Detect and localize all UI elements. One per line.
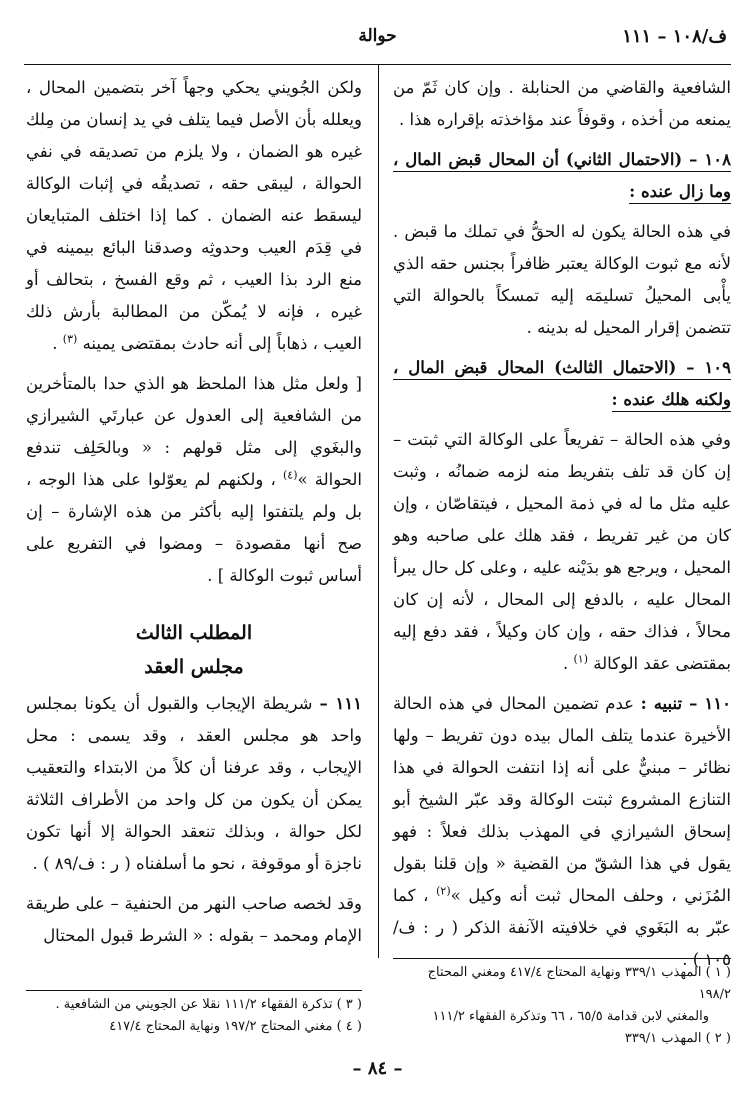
section-reference: ف/١٠٨ – ١١١: [622, 26, 727, 47]
running-title: حوالة: [358, 26, 397, 46]
paragraph-text: ولكن الجُويني يحكي وجهاً آخر بتضمين المحال ، ويعلله بأن الأصل فيما يتلف في يد إنسان من مِلك غيره هو الضمان ، ولا يلزم من تصديقه في نفي الحوالة ، ليبقى حقه ، تصديقُه في إثبات الوكالة ليسقط عنه الضمان . كما إذا اختلف المتبايعان في قِدَم العيب وحدوثِه وصدقنا البائع بيمينه في منع الرد بذا العيب ، ثم وقع الفسخ ، بتحالف أو غيره ، فإنه لا يُمكّن من المطالبة بأرش ذلك العيب ، ذهاباً إلى أنه حادث بمقتضى يمينه: [26, 78, 362, 353]
paragraph: في هذه الحالة يكون له الحقُّ في تملك ما قبض . لأنه مع ثبوت الوكالة يعتبر ظافراً بجنس حقه الذي يأْبى المحيلُ تسليمَه إليه تمسكاً بالحوالة التي تتضمن إقرار المحيل له بدينه .: [393, 222, 731, 337]
paragraph: الشافعية والقاضي من الحنابلة . وإن كان ثَمّ من يمنعه من أخذه ، وقوفاً عند مؤاخذته بإقراره هذا .: [393, 78, 731, 129]
paragraph-111: [26, 688, 362, 880]
left-column: [26, 72, 362, 960]
section-title-line-2: مجلس العقد: [144, 656, 244, 678]
column-divider: [378, 64, 379, 958]
right-column: [393, 72, 731, 984]
footnote-ref: (٢): [436, 884, 451, 898]
paragraph-text: ، ولكنهم لم يعوّلوا على هذا الوجه ، بل ولم يلتفتوا إليه بأكثر من هذه الإشارة – إن صح أنها مقصودة – ومضوا في التفريع على أساس ثبوت الوكالة ] .: [26, 470, 362, 585]
paragraph: وقد لخصه صاحب النهر من الحنفية – على طريقة الإمام ومحمد – بقوله : « الشرط قبول المحتال: [26, 894, 362, 945]
paragraph-text: ، كما عبّر به البَغَوي في خلافيته الآنفة الذكر ( ر : ف/١٠٥ ) .: [393, 886, 731, 969]
section-title-line-1: المطلب الثالث: [135, 622, 253, 644]
heading-111: ١١١ –: [319, 694, 362, 713]
paragraph-text: [ ولعل مثل هذا الملحظ هو الذي حدا بالمتأخرين من الشافعية إلى العدول عن عبارتَي الشيرازي والبغَوي إلى مثل قولهم : « وبالحَلِف تندفع الحوالة »: [26, 374, 362, 489]
heading-108: ١٠٨ – (الاحتمال الثاني) أن المحال قبض المال ، وما زال عنده :: [393, 150, 731, 204]
footnote-ref: (٤): [282, 468, 298, 482]
footnote-ref: (١): [573, 652, 588, 666]
footnote-rule: [393, 958, 731, 959]
footnotes-right: [393, 962, 731, 1050]
paragraph-109: وفي هذه الحالة – تفريعاً على الوكالة التي ثبتت – إن كان قد تلف بتفريط منه لزمه ضمانُه ، وثبت عليه مثل ما له في ذمة المحيل ، فيتقاصّان ، وإن كان من غير تفريط ، فقد هلك على صاحبه وهو المحيل ، ويرجع هو بدَيْنه عليه ، وعلى كل حال يبرأ المحال عليه ، بالدفع إلى المحال ، لأنه إن كان محالاً ، فذاك حقه ، وإن كان وكيلاً ، فقد دفع إليه بمقتضى عقد الوكالة $^{(١)}$ .: [393, 430, 731, 673]
footnote: ( ٢ ) المهذب ٣٣٩/١: [624, 1031, 731, 1046]
paragraph-text: شريطة الإيجاب والقبول أن يكونا بمجلس واحد هو مجلس العقد ، وقد يسمى : محل الإيجاب ، وقد عرفنا أن كلاً من الابتداء والتعقيب يمكن أن يكون من كل واحد من الأطراف الثلاثة لكل حوالة ، وبذلك تنعقد الحوالة إلا أنها تكون ناجزة أو موقوفة ، نحو ما أسلفناه ( ر : ف/٨٩ ) .: [26, 694, 362, 873]
heading-110: ١١٠ – تنبيه :: [640, 694, 732, 713]
paragraph-text: وفي هذه الحالة – تفريعاً على الوكالة التي ثبتت – إن كان قد تلف بتفريط منه لزمه ضمانُه ، وثبت عليه مثل ما له في ذمة المحيل ، فيتقاصّان ، وإن كان من غير تفريط ، فقد هلك على صاحبه وهو المحيل ، ويرجع هو بدَيْنه عليه ، وعلى كل حال يبرأ المحال عليه ، بالدفع إلى المحال ، لأنه إن كان محالاً ، فذاك حقه ، وإن كان وكيلاً ، فقد دفع إليه بمقتضى عقد الوكالة: [393, 430, 731, 673]
page-header: [28, 22, 727, 52]
paragraph: ولكن الجُويني يحكي وجهاً آخر بتضمين المحال ، ويعلله بأن الأصل فيما يتلف في يد إنسان من مِلك غيره هو الضمان ، ولا يلزم من تصديقه في نفي الحوالة ، ليبقى حقه ، تصديقُه في إثبات الوكالة ليسقط عنه الضمان . كما إذا اختلف المتبايعان في قِدَم العيب وحدوثِه وصدقنا البائع بيمينه في منع الرد بذا العيب ، ثم وقع الفسخ ، بتحالف أو غيره ، فإنه لا يُمكّن من المطالبة بأرش ذلك العيب ، ذهاباً إلى أنه حادث بمقتضى يمينه $^{(٣)}$ .: [26, 78, 362, 353]
heading-109: ١٠٩ – (الاحتمال الثالث) المحال قبض المال ، ولكنه هلك عنده :: [393, 358, 731, 412]
footnote: ( ١ ) المهذب ٣٣٩/١ ونهاية المحتاج ٤١٧/٤ ومغني المحتاج ١٩٨/٢: [427, 965, 731, 1002]
footnote: ( ٣ ) تذكرة الفقهاء ١١١/٢ نقلا عن الجويني من الشافعية .: [55, 997, 362, 1012]
paragraph: [26, 368, 362, 592]
footnote: والمغني لابن قدامة ٦٥/٥ ، ٦٦ وتذكرة الفقهاء ١١١/٢: [432, 1009, 709, 1024]
footnotes-left: [26, 994, 362, 1038]
section-title: [26, 616, 362, 684]
paragraph-text: عدم تضمين المحال في هذه الحالة الأخيرة عندما يتلف المال بيده دون تفريط – ولها نظائر – مبنيٌّ على أنه إذا انتفت الحوالة في هذا التنازع المشروع ثبتت الوكالة وقد عبّر الشيخ أبو إسحاق الشيرازي في المهذب بذلك فعلاً : فهو يقول في هذا الشقّ من القضية « وإن قلنا بقول المُزَني ، وحلف المحال ثبت أنه وكيل »: [393, 694, 732, 905]
footnote-ref: (٣): [62, 332, 78, 346]
footnote-rule: [26, 990, 362, 991]
page-number: – ٨٤ –: [352, 1058, 403, 1079]
paragraph-110: [393, 688, 731, 976]
footnote: ( ٤ ) مغني المحتاج ١٩٧/٢ ونهاية المحتاج ٤١٧/٤: [109, 1019, 362, 1034]
